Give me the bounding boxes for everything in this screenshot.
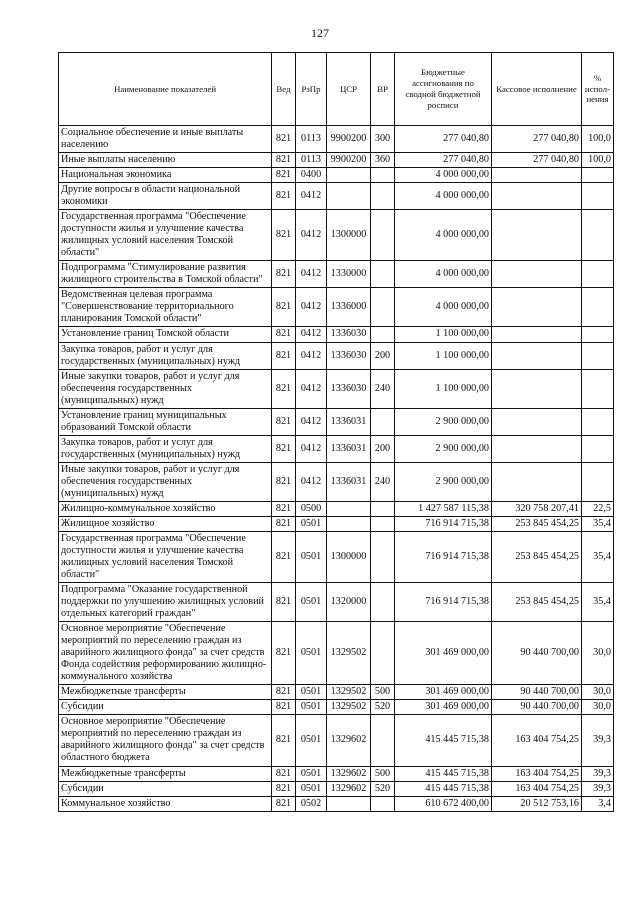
table-row xyxy=(59,261,614,288)
cell-percent: 39,3 xyxy=(582,766,614,781)
cell-ved: 821 xyxy=(272,766,296,781)
cell-csr: 1329602 xyxy=(327,766,371,781)
cell-percent: 30,0 xyxy=(582,700,614,715)
cell-name: Ведомственная целевая программа "Совершенствование территориального планирования Томской области" xyxy=(59,288,272,327)
cell-percent: 22,5 xyxy=(582,501,614,516)
cell-percent xyxy=(582,168,614,183)
cell-name: Коммунальное хозяйство xyxy=(59,796,272,811)
table-row xyxy=(59,781,614,796)
cell-percent: 3,4 xyxy=(582,796,614,811)
cell-rzpr: 0501 xyxy=(296,700,327,715)
table-row xyxy=(59,183,614,210)
cell-vr: 520 xyxy=(371,781,395,796)
cell-percent xyxy=(582,210,614,261)
cell-rzpr: 0412 xyxy=(296,327,327,342)
cell-ved: 821 xyxy=(272,342,296,369)
cell-csr: 1336030 xyxy=(327,369,371,408)
cell-name: Социальное обеспечение и иные выплаты населению xyxy=(59,126,272,153)
header-percent: % испол-нения xyxy=(582,53,614,126)
cell-csr xyxy=(327,183,371,210)
cell-cash xyxy=(492,288,582,327)
table-row xyxy=(59,126,614,153)
cell-rzpr: 0113 xyxy=(296,153,327,168)
cell-rzpr: 0501 xyxy=(296,531,327,582)
cell-ved: 821 xyxy=(272,408,296,435)
cell-assignments: 716 914 715,38 xyxy=(395,531,492,582)
cell-cash: 253 845 454,25 xyxy=(492,583,582,622)
cell-csr: 1329602 xyxy=(327,715,371,766)
cell-csr: 1336031 xyxy=(327,435,371,462)
cell-cash xyxy=(492,210,582,261)
table-row xyxy=(59,153,614,168)
cell-vr: 240 xyxy=(371,462,395,501)
cell-cash: 90 440 700,00 xyxy=(492,685,582,700)
header-rzpr: РзПр xyxy=(296,53,327,126)
cell-name: Установление границ муниципальных образований Томской области xyxy=(59,408,272,435)
cell-percent: 39,3 xyxy=(582,715,614,766)
cell-name: Национальная экономика xyxy=(59,168,272,183)
cell-vr xyxy=(371,210,395,261)
cell-vr xyxy=(371,622,395,685)
cell-ved: 821 xyxy=(272,210,296,261)
cell-csr: 1300000 xyxy=(327,531,371,582)
cell-ved: 821 xyxy=(272,288,296,327)
page-number: 127 xyxy=(311,26,329,40)
cell-cash: 20 512 753,16 xyxy=(492,796,582,811)
cell-rzpr: 0412 xyxy=(296,369,327,408)
cell-csr: 1336030 xyxy=(327,327,371,342)
cell-name: Основное мероприятие "Обеспечение мероприятий по переселению граждан из аварийного жилищного фонда" за счет средств областного бюджета xyxy=(59,715,272,766)
cell-percent: 30,0 xyxy=(582,685,614,700)
cell-ved: 821 xyxy=(272,781,296,796)
cell-rzpr: 0412 xyxy=(296,408,327,435)
cell-percent xyxy=(582,408,614,435)
cell-assignments: 415 445 715,38 xyxy=(395,715,492,766)
cell-rzpr: 0412 xyxy=(296,288,327,327)
cell-assignments: 2 900 000,00 xyxy=(395,408,492,435)
cell-csr xyxy=(327,501,371,516)
cell-name: Межбюджетные трансферты xyxy=(59,685,272,700)
cell-rzpr: 0500 xyxy=(296,501,327,516)
cell-ved: 821 xyxy=(272,327,296,342)
table-row xyxy=(59,369,614,408)
cell-vr xyxy=(371,288,395,327)
cell-ved: 821 xyxy=(272,126,296,153)
cell-percent xyxy=(582,369,614,408)
cell-rzpr: 0412 xyxy=(296,462,327,501)
cell-vr xyxy=(371,168,395,183)
cell-ved: 821 xyxy=(272,715,296,766)
cell-cash xyxy=(492,462,582,501)
cell-csr xyxy=(327,796,371,811)
cell-name: Иные выплаты населению xyxy=(59,153,272,168)
cell-vr: 500 xyxy=(371,766,395,781)
table-row xyxy=(59,408,614,435)
cell-name: Жилищно-коммунальное хозяйство xyxy=(59,501,272,516)
cell-vr xyxy=(371,501,395,516)
cell-cash xyxy=(492,369,582,408)
cell-percent: 35,4 xyxy=(582,516,614,531)
cell-assignments: 1 100 000,00 xyxy=(395,342,492,369)
cell-cash: 163 404 754,25 xyxy=(492,766,582,781)
cell-csr xyxy=(327,516,371,531)
cell-name: Установление границ Томской области xyxy=(59,327,272,342)
header-assignments: Бюджетные ассигнования по сводной бюджетной росписи xyxy=(395,53,492,126)
cell-cash xyxy=(492,342,582,369)
cell-rzpr: 0113 xyxy=(296,126,327,153)
cell-vr: 200 xyxy=(371,342,395,369)
table-row xyxy=(59,168,614,183)
cell-assignments: 301 469 000,00 xyxy=(395,685,492,700)
cell-vr xyxy=(371,516,395,531)
cell-ved: 821 xyxy=(272,622,296,685)
header-csr: ЦСР xyxy=(327,53,371,126)
table-header xyxy=(59,53,614,126)
cell-assignments: 277 040,80 xyxy=(395,153,492,168)
cell-name: Субсидии xyxy=(59,781,272,796)
cell-cash: 320 758 207,41 xyxy=(492,501,582,516)
cell-vr: 200 xyxy=(371,435,395,462)
cell-cash: 90 440 700,00 xyxy=(492,622,582,685)
cell-csr: 1336031 xyxy=(327,408,371,435)
cell-vr xyxy=(371,183,395,210)
cell-name: Государственная программа "Обеспечение доступности жилья и улучшение качества жилищных условий населения Томской области" xyxy=(59,531,272,582)
cell-ved: 821 xyxy=(272,501,296,516)
cell-percent xyxy=(582,462,614,501)
cell-vr: 520 xyxy=(371,700,395,715)
cell-assignments: 716 914 715,38 xyxy=(395,583,492,622)
table-row xyxy=(59,342,614,369)
cell-name: Иные закупки товаров, работ и услуг для обеспечения государственных (муниципальных) нужд xyxy=(59,462,272,501)
cell-vr xyxy=(371,261,395,288)
table-row xyxy=(59,435,614,462)
cell-cash xyxy=(492,183,582,210)
cell-csr xyxy=(327,168,371,183)
cell-ved: 821 xyxy=(272,796,296,811)
cell-cash: 253 845 454,25 xyxy=(492,516,582,531)
cell-assignments: 4 000 000,00 xyxy=(395,288,492,327)
cell-name: Государственная программа "Обеспечение доступности жилья и улучшение качества жилищных условий населения Томской области" xyxy=(59,210,272,261)
cell-percent xyxy=(582,342,614,369)
cell-ved: 821 xyxy=(272,516,296,531)
cell-cash: 163 404 754,25 xyxy=(492,781,582,796)
cell-ved: 821 xyxy=(272,435,296,462)
cell-cash xyxy=(492,261,582,288)
cell-percent: 35,4 xyxy=(582,583,614,622)
cell-assignments: 4 000 000,00 xyxy=(395,183,492,210)
table-row xyxy=(59,715,614,766)
cell-cash: 277 040,80 xyxy=(492,126,582,153)
cell-ved: 821 xyxy=(272,700,296,715)
cell-csr: 9900200 xyxy=(327,126,371,153)
cell-vr xyxy=(371,796,395,811)
cell-vr: 240 xyxy=(371,369,395,408)
header-vr: ВР xyxy=(371,53,395,126)
cell-vr: 300 xyxy=(371,126,395,153)
cell-percent xyxy=(582,183,614,210)
cell-ved: 821 xyxy=(272,153,296,168)
cell-name: Закупка товаров, работ и услуг для государственных (муниципальных) нужд xyxy=(59,342,272,369)
cell-assignments: 1 100 000,00 xyxy=(395,327,492,342)
cell-cash xyxy=(492,168,582,183)
cell-assignments: 610 672 400,00 xyxy=(395,796,492,811)
cell-assignments: 1 100 000,00 xyxy=(395,369,492,408)
cell-name: Закупка товаров, работ и услуг для государственных (муниципальных) нужд xyxy=(59,435,272,462)
cell-csr: 1330000 xyxy=(327,261,371,288)
cell-ved: 821 xyxy=(272,462,296,501)
table-row xyxy=(59,210,614,261)
cell-ved: 821 xyxy=(272,369,296,408)
cell-assignments: 301 469 000,00 xyxy=(395,622,492,685)
cell-assignments: 2 900 000,00 xyxy=(395,462,492,501)
cell-rzpr: 0501 xyxy=(296,622,327,685)
cell-assignments: 2 900 000,00 xyxy=(395,435,492,462)
cell-percent: 39,3 xyxy=(582,781,614,796)
cell-rzpr: 0501 xyxy=(296,583,327,622)
header-name: Наименование показателей xyxy=(59,53,272,126)
cell-cash: 277 040,80 xyxy=(492,153,582,168)
cell-cash: 163 404 754,25 xyxy=(492,715,582,766)
cell-rzpr: 0412 xyxy=(296,183,327,210)
cell-cash xyxy=(492,327,582,342)
cell-name: Основное мероприятие "Обеспечение мероприятий по переселению граждан из аварийного жилищного фонда" за счет средств Фонда содействия реформированию жилищно-коммунального хозяйства xyxy=(59,622,272,685)
table-row xyxy=(59,531,614,582)
cell-rzpr: 0501 xyxy=(296,516,327,531)
table-row xyxy=(59,622,614,685)
cell-ved: 821 xyxy=(272,531,296,582)
cell-csr: 1320000 xyxy=(327,583,371,622)
table-row xyxy=(59,327,614,342)
table-row xyxy=(59,796,614,811)
table-row xyxy=(59,685,614,700)
cell-assignments: 415 445 715,38 xyxy=(395,781,492,796)
cell-csr: 1336031 xyxy=(327,462,371,501)
cell-percent: 30,0 xyxy=(582,622,614,685)
cell-percent xyxy=(582,435,614,462)
cell-assignments: 4 000 000,00 xyxy=(395,210,492,261)
cell-rzpr: 0412 xyxy=(296,435,327,462)
cell-assignments: 277 040,80 xyxy=(395,126,492,153)
cell-ved: 821 xyxy=(272,183,296,210)
cell-vr xyxy=(371,327,395,342)
table-row xyxy=(59,516,614,531)
cell-name: Межбюджетные трансферты xyxy=(59,766,272,781)
cell-rzpr: 0412 xyxy=(296,261,327,288)
cell-cash: 90 440 700,00 xyxy=(492,700,582,715)
cell-vr xyxy=(371,715,395,766)
cell-percent xyxy=(582,288,614,327)
cell-name: Жилищное хозяйство xyxy=(59,516,272,531)
cell-assignments: 301 469 000,00 xyxy=(395,700,492,715)
cell-name: Субсидии xyxy=(59,700,272,715)
cell-rzpr: 0501 xyxy=(296,715,327,766)
cell-csr: 1300000 xyxy=(327,210,371,261)
cell-ved: 821 xyxy=(272,168,296,183)
budget-table xyxy=(58,52,614,812)
cell-csr: 1329602 xyxy=(327,781,371,796)
cell-percent: 100,0 xyxy=(582,153,614,168)
cell-vr xyxy=(371,583,395,622)
cell-vr xyxy=(371,531,395,582)
cell-rzpr: 0400 xyxy=(296,168,327,183)
cell-name: Иные закупки товаров, работ и услуг для обеспечения государственных (муниципальных) нужд xyxy=(59,369,272,408)
cell-csr: 1329502 xyxy=(327,685,371,700)
cell-assignments: 415 445 715,38 xyxy=(395,766,492,781)
cell-csr: 1329502 xyxy=(327,622,371,685)
cell-assignments: 1 427 587 115,38 xyxy=(395,501,492,516)
cell-percent xyxy=(582,261,614,288)
table-row xyxy=(59,288,614,327)
cell-name: Подпрограмма "Стимулирование развития жилищного строительства в Томской области" xyxy=(59,261,272,288)
table-row xyxy=(59,700,614,715)
cell-name: Подпрограмма "Оказание государственной поддержки по улучшению жилищных условий отдельных категорий граждан" xyxy=(59,583,272,622)
cell-vr: 360 xyxy=(371,153,395,168)
cell-assignments: 4 000 000,00 xyxy=(395,261,492,288)
cell-vr: 500 xyxy=(371,685,395,700)
cell-csr: 9900200 xyxy=(327,153,371,168)
cell-cash xyxy=(492,435,582,462)
cell-rzpr: 0502 xyxy=(296,796,327,811)
cell-csr: 1329502 xyxy=(327,700,371,715)
cell-percent: 35,4 xyxy=(582,531,614,582)
cell-percent: 100,0 xyxy=(582,126,614,153)
table-row xyxy=(59,583,614,622)
cell-vr xyxy=(371,408,395,435)
cell-ved: 821 xyxy=(272,261,296,288)
table-body xyxy=(59,126,614,812)
cell-cash: 253 845 454,25 xyxy=(492,531,582,582)
cell-cash xyxy=(492,408,582,435)
cell-rzpr: 0501 xyxy=(296,781,327,796)
cell-name: Другие вопросы в области национальной экономики xyxy=(59,183,272,210)
cell-csr: 1336030 xyxy=(327,342,371,369)
cell-rzpr: 0412 xyxy=(296,210,327,261)
table-row xyxy=(59,501,614,516)
table-row xyxy=(59,766,614,781)
cell-ved: 821 xyxy=(272,583,296,622)
cell-rzpr: 0412 xyxy=(296,342,327,369)
cell-csr: 1336000 xyxy=(327,288,371,327)
table-row xyxy=(59,462,614,501)
cell-ved: 821 xyxy=(272,685,296,700)
header-cash: Кассовое исполнение xyxy=(492,53,582,126)
cell-rzpr: 0501 xyxy=(296,685,327,700)
cell-assignments: 716 914 715,38 xyxy=(395,516,492,531)
cell-percent xyxy=(582,327,614,342)
cell-assignments: 4 000 000,00 xyxy=(395,168,492,183)
header-ved: Вед xyxy=(272,53,296,126)
cell-rzpr: 0501 xyxy=(296,766,327,781)
